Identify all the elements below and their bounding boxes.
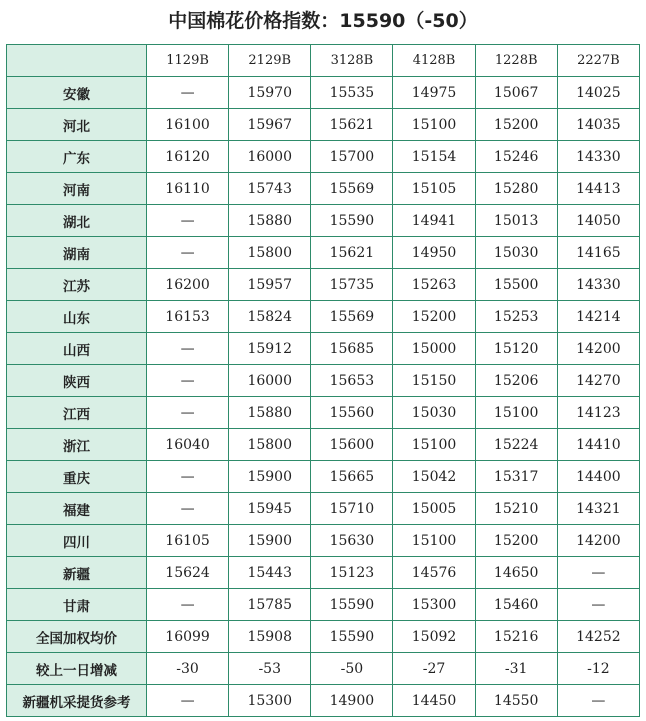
price-cell: — <box>147 205 229 237</box>
row-label: 新疆机采提货参考 <box>7 685 147 717</box>
price-cell: 14200 <box>557 333 639 365</box>
price-cell: 15200 <box>393 301 475 333</box>
price-cell: 15210 <box>475 493 557 525</box>
price-cell: 15100 <box>475 397 557 429</box>
price-cell: 15900 <box>229 461 311 493</box>
price-cell: 15621 <box>311 237 393 269</box>
price-cell: — <box>557 589 639 621</box>
price-cell: 14165 <box>557 237 639 269</box>
price-cell: 15535 <box>311 77 393 109</box>
price-cell: 15785 <box>229 589 311 621</box>
table-row <box>7 237 640 269</box>
price-cell: 15300 <box>229 685 311 717</box>
price-cell: 15200 <box>475 525 557 557</box>
price-cell: 15569 <box>311 301 393 333</box>
price-cell: 15013 <box>475 205 557 237</box>
price-cell: 15067 <box>475 77 557 109</box>
price-cell: — <box>557 685 639 717</box>
price-cell: 15970 <box>229 77 311 109</box>
price-cell: 15150 <box>393 365 475 397</box>
price-cell: 15569 <box>311 173 393 205</box>
price-cell: — <box>147 397 229 429</box>
price-cell: 15300 <box>393 589 475 621</box>
price-cell: 16200 <box>147 269 229 301</box>
price-cell: 15206 <box>475 365 557 397</box>
row-label: 浙江 <box>7 429 147 461</box>
price-cell: 16120 <box>147 141 229 173</box>
price-cell: 14900 <box>311 685 393 717</box>
table-row <box>7 429 640 461</box>
table-row <box>7 653 640 685</box>
table-row <box>7 397 640 429</box>
price-cell: 15908 <box>229 621 311 653</box>
page-title: 中国棉花价格指数：15590（-50） <box>168 10 478 32</box>
price-cell: 15317 <box>475 461 557 493</box>
row-label: 湖北 <box>7 205 147 237</box>
row-label: 甘肃 <box>7 589 147 621</box>
row-label: 四川 <box>7 525 147 557</box>
price-cell: -27 <box>393 653 475 685</box>
row-label: 全国加权均价 <box>7 621 147 653</box>
price-cell: 16000 <box>229 141 311 173</box>
price-cell: 15912 <box>229 333 311 365</box>
row-label: 河南 <box>7 173 147 205</box>
price-cell: 15665 <box>311 461 393 493</box>
price-cell: -12 <box>557 653 639 685</box>
table-row <box>7 365 640 397</box>
price-cell: 14400 <box>557 461 639 493</box>
row-label: 重庆 <box>7 461 147 493</box>
price-cell: 14252 <box>557 621 639 653</box>
price-cell: 15957 <box>229 269 311 301</box>
row-label: 山西 <box>7 333 147 365</box>
price-cell: 14321 <box>557 493 639 525</box>
price-cell: -30 <box>147 653 229 685</box>
column-header: 1129B <box>147 45 229 77</box>
price-cell: 15263 <box>393 269 475 301</box>
price-cell: 15630 <box>311 525 393 557</box>
price-cell: 15100 <box>393 109 475 141</box>
table-row <box>7 205 640 237</box>
price-cell: — <box>557 557 639 589</box>
table-row <box>7 269 640 301</box>
price-cell: 15154 <box>393 141 475 173</box>
row-label: 陕西 <box>7 365 147 397</box>
price-cell: — <box>147 461 229 493</box>
price-cell: 15621 <box>311 109 393 141</box>
price-cell: 14650 <box>475 557 557 589</box>
price-cell: 15800 <box>229 429 311 461</box>
price-cell: 16040 <box>147 429 229 461</box>
table-header-row <box>7 45 640 77</box>
row-label: 河北 <box>7 109 147 141</box>
price-cell: 15735 <box>311 269 393 301</box>
column-header: 4128B <box>393 45 475 77</box>
price-cell: 15500 <box>475 269 557 301</box>
price-cell: — <box>147 365 229 397</box>
price-cell: 15967 <box>229 109 311 141</box>
price-cell: 14550 <box>475 685 557 717</box>
price-cell: 14941 <box>393 205 475 237</box>
price-cell: 15900 <box>229 525 311 557</box>
table-row <box>7 589 640 621</box>
price-cell: 15253 <box>475 301 557 333</box>
price-cell: 14950 <box>393 237 475 269</box>
row-label: 江苏 <box>7 269 147 301</box>
price-cell: 15030 <box>475 237 557 269</box>
table-row <box>7 77 640 109</box>
price-cell: 15092 <box>393 621 475 653</box>
price-cell: 14330 <box>557 269 639 301</box>
price-cell: 14450 <box>393 685 475 717</box>
column-header: 2227B <box>557 45 639 77</box>
table-row <box>7 333 640 365</box>
price-cell: 15280 <box>475 173 557 205</box>
price-cell: 14214 <box>557 301 639 333</box>
table-row <box>7 621 640 653</box>
price-cell: 15560 <box>311 397 393 429</box>
table-row <box>7 685 640 717</box>
price-cell: 15200 <box>475 109 557 141</box>
price-cell: 16110 <box>147 173 229 205</box>
price-cell: 15824 <box>229 301 311 333</box>
price-cell: 14330 <box>557 141 639 173</box>
row-label: 新疆 <box>7 557 147 589</box>
price-cell: 14200 <box>557 525 639 557</box>
column-header: 1228B <box>475 45 557 77</box>
row-label: 安徽 <box>7 77 147 109</box>
table-row <box>7 493 640 525</box>
price-cell: 15105 <box>393 173 475 205</box>
price-cell: 15216 <box>475 621 557 653</box>
price-cell: 14050 <box>557 205 639 237</box>
price-cell: 14270 <box>557 365 639 397</box>
price-cell: 14975 <box>393 77 475 109</box>
price-cell: 15653 <box>311 365 393 397</box>
price-cell: 14025 <box>557 77 639 109</box>
price-cell: — <box>147 77 229 109</box>
price-cell: 14123 <box>557 397 639 429</box>
price-cell: 16099 <box>147 621 229 653</box>
price-cell: 15100 <box>393 429 475 461</box>
price-cell: 15224 <box>475 429 557 461</box>
price-cell: 15710 <box>311 493 393 525</box>
row-label: 江西 <box>7 397 147 429</box>
price-cell: 14035 <box>557 109 639 141</box>
price-cell: 15880 <box>229 205 311 237</box>
price-cell: 15123 <box>311 557 393 589</box>
table-row <box>7 141 640 173</box>
table-row <box>7 557 640 589</box>
price-cell: 15700 <box>311 141 393 173</box>
row-label: 较上一日增减 <box>7 653 147 685</box>
price-cell: 15590 <box>311 205 393 237</box>
price-cell: 15590 <box>311 621 393 653</box>
price-cell: 15600 <box>311 429 393 461</box>
price-cell: 16000 <box>229 365 311 397</box>
header-corner-cell <box>7 45 147 77</box>
price-cell: 15880 <box>229 397 311 429</box>
table-row <box>7 109 640 141</box>
price-cell: 15624 <box>147 557 229 589</box>
row-label: 山东 <box>7 301 147 333</box>
price-cell: — <box>147 493 229 525</box>
price-cell: -31 <box>475 653 557 685</box>
price-cell: 15743 <box>229 173 311 205</box>
price-cell: 16153 <box>147 301 229 333</box>
row-label: 广东 <box>7 141 147 173</box>
price-cell: 14413 <box>557 173 639 205</box>
cotton-price-table <box>6 44 640 717</box>
row-label: 湖南 <box>7 237 147 269</box>
price-cell: — <box>147 333 229 365</box>
price-cell: 16105 <box>147 525 229 557</box>
price-cell: 15100 <box>393 525 475 557</box>
price-cell: 15030 <box>393 397 475 429</box>
price-cell: -50 <box>311 653 393 685</box>
price-cell: 14410 <box>557 429 639 461</box>
price-cell: — <box>147 589 229 621</box>
price-cell: 14576 <box>393 557 475 589</box>
price-cell: 16100 <box>147 109 229 141</box>
price-cell: 15590 <box>311 589 393 621</box>
price-cell: 15246 <box>475 141 557 173</box>
table-row <box>7 173 640 205</box>
table-row <box>7 525 640 557</box>
price-cell: 15945 <box>229 493 311 525</box>
price-cell: 15800 <box>229 237 311 269</box>
column-header: 3128B <box>311 45 393 77</box>
price-cell: 15005 <box>393 493 475 525</box>
price-cell: 15042 <box>393 461 475 493</box>
price-cell: 15443 <box>229 557 311 589</box>
price-cell: — <box>147 685 229 717</box>
price-cell: 15120 <box>475 333 557 365</box>
price-cell: 15000 <box>393 333 475 365</box>
price-cell: 15685 <box>311 333 393 365</box>
table-row <box>7 461 640 493</box>
column-header: 2129B <box>229 45 311 77</box>
price-cell: -53 <box>229 653 311 685</box>
price-cell: 15460 <box>475 589 557 621</box>
row-label: 福建 <box>7 493 147 525</box>
price-cell: — <box>147 237 229 269</box>
table-row <box>7 301 640 333</box>
